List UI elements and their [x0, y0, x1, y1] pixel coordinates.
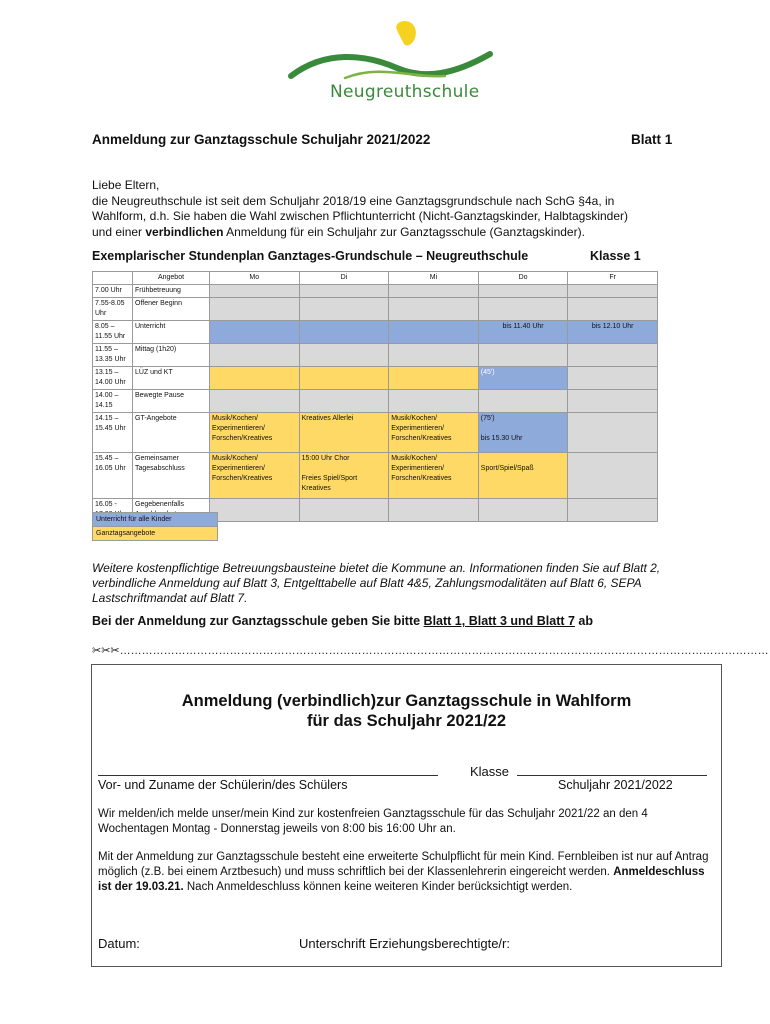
letter-line-3	[92, 225, 692, 241]
header-cell: Do	[478, 272, 568, 285]
cell-fr: bis 12.10 Uhr	[568, 321, 658, 344]
deadline-text: Anmeldeschluss ist der 19.03.21.	[98, 866, 705, 893]
offer-cell: Bewegte Pause	[133, 390, 210, 413]
letter-line-3-bold: verbindlichen	[145, 224, 224, 239]
cell-do-until: bis 15.30 Uhr	[480, 435, 523, 442]
schedule-legend	[92, 512, 218, 541]
schedule-table	[92, 271, 658, 522]
registration-form	[91, 664, 722, 967]
legend-unterricht: Unterricht für alle Kinder	[92, 512, 218, 527]
scissors-cut-line: ✂✂✂……………………………………………………………………………………………………………………………………………………………	[92, 645, 769, 657]
letter-line-3-b: Anmeldung für ein Schuljahr zur Ganztagsschule (Ganztagskinder).	[223, 224, 585, 239]
form-title	[92, 691, 721, 731]
time-cell: 7.00 Uhr	[93, 285, 133, 298]
sheet-number: Blatt 1	[631, 132, 673, 147]
legend-ganztag: Ganztagsangebote	[92, 527, 218, 541]
cell-di	[299, 453, 389, 499]
logo-text: Neugreuthschule	[330, 82, 480, 102]
table-header-row	[93, 272, 658, 285]
cell-mo: Musik/Kochen/ Experimentieren/ Forschen/Kreatives	[210, 453, 300, 499]
schedule-class: Klasse 1	[590, 249, 641, 263]
table-row	[93, 321, 658, 344]
offer-cell: GT-Angebote	[133, 413, 210, 453]
school-year-label: Schuljahr 2021/2022	[558, 778, 673, 792]
form-paragraph-2	[98, 850, 713, 895]
submit-instruction	[92, 614, 593, 628]
schedule-heading: Exemplarischer Stundenplan Ganztages-Grundschule – Neugreuthschule	[92, 249, 529, 263]
header-cell	[93, 272, 133, 285]
offer-cell: Unterricht	[133, 321, 210, 344]
offer-cell: Frühbetreuung	[133, 285, 210, 298]
cell-di-choir: 15:00 Uhr Chor	[301, 455, 350, 462]
table-row	[93, 285, 658, 298]
time-cell: 8.05 – 11.55 Uhr	[93, 321, 133, 344]
submit-sheets: Blatt 1, Blatt 3 und Blatt 7	[423, 614, 575, 628]
form-paragraph-1: Wir melden/ich melde unser/mein Kind zur kostenfreien Ganztagsschule für das Schuljahr 2021/22 an den 4 Wochentagen Montag - Donnerstag jeweils von 8:00 bis 16:00 Uhr an.	[98, 808, 648, 835]
header-cell: Mi	[389, 272, 479, 285]
student-name-field[interactable]	[98, 775, 438, 776]
cell-do: bis 11.40 Uhr	[478, 321, 568, 344]
form-title-line-2: für das Schuljahr 2021/22	[306, 712, 506, 730]
cell-do-duration: (75')	[480, 415, 495, 422]
header-cell: Fr	[568, 272, 658, 285]
cell-do-sport: Sport/Spiel/Spaß	[480, 465, 534, 472]
time-cell: 14.15 – 15.45 Uhr	[93, 413, 133, 453]
klasse-label: Klasse	[470, 764, 510, 779]
time-cell: 16.05 -	[93, 499, 133, 522]
offer-cell: Gegebenenfalls	[133, 499, 210, 522]
submit-suffix: ab	[574, 614, 594, 628]
date-label: Datum:	[98, 936, 140, 951]
info-paragraph: Weitere kostenpflichtige Betreuungsbausteine bietet die Kommune an. Informationen finden Sie auf Blatt 2, verbindliche Anmeldung auf Blatt 3, Entgelttabelle auf Blatt 4&5, Zahlungsmodalitäten auf Blatt 6, SEPA Lastschriftmandat auf Blatt 7.	[92, 561, 661, 605]
greeting: Liebe Eltern,	[92, 178, 160, 192]
table-row	[93, 367, 658, 390]
form-paragraph-2-b: Nach Anmeldeschluss können keine weiteren Kinder berücksichtigt werden.	[183, 881, 573, 893]
table-row	[93, 298, 658, 321]
header-cell: Di	[299, 272, 389, 285]
cell-do: (45')	[478, 367, 568, 390]
table-row	[93, 413, 658, 453]
letter-line-2: Wahlform, d.h. Sie haben die Wahl zwischen Pflichtunterricht (Nicht-Ganztagskinder, Halbtagskinder)	[92, 209, 629, 223]
letter-line-1: die Neugreuthschule ist seit dem Schuljahr 2018/19 eine Ganztagsgrundschule nach SchG §4a, in	[92, 193, 615, 208]
table-row	[93, 390, 658, 413]
intro-letter	[92, 178, 692, 240]
time-cell: 13.15 – 14.00 Uhr	[93, 367, 133, 390]
offer-cell: Gemeinsamer Tagesabschluss	[133, 453, 210, 499]
cell-mi: Musik/Kochen/ Experimentieren/ Forschen/Kreatives	[389, 453, 479, 499]
time-cell: 15.45 – 16.05 Uhr	[93, 453, 133, 499]
signature-label: Unterschrift Erziehungsberechtigte/r:	[299, 936, 510, 951]
logo-hills-icon	[285, 20, 500, 90]
time-cell: 11.55 – 13.35 Uhr	[93, 344, 133, 367]
header-cell: Angebot	[133, 272, 210, 285]
student-name-label: Vor- und Zuname der Schülerin/des Schülers	[98, 778, 348, 792]
table-row	[93, 453, 658, 499]
school-logo	[285, 20, 500, 110]
cell-di: Kreatives Allerlei	[299, 413, 389, 453]
cell-mo: Musik/Kochen/ Experimentieren/ Forschen/Kreatives	[210, 413, 300, 453]
offer-cell: Mittag (1h20)	[133, 344, 210, 367]
form-paragraph-2-a: Mit der Anmeldung zur Ganztagsschule besteht eine erweiterte Schulpflicht für mein Kind. Fernbleiben ist nur auf Antrag möglich (z.B. bei einem Arztbesuch) und muss schriftlich bei der Klassenlehrerin eingereicht werden.	[98, 851, 709, 878]
offer-cell: Offener Beginn	[133, 298, 210, 321]
klasse-field[interactable]	[517, 775, 707, 776]
letter-line-3-a: und einer	[92, 224, 146, 239]
submit-prefix: Bei der Anmeldung zur Ganztagsschule geben Sie bitte	[92, 614, 424, 628]
cell-do	[478, 453, 568, 499]
cell-di-play: Freies Spiel/Sport Kreatives	[301, 475, 358, 492]
time-cell: 14.00 – 14.15	[93, 390, 133, 413]
header-cell: Mo	[210, 272, 300, 285]
cell-mi: Musik/Kochen/ Experimentieren/ Forschen/Kreatives	[389, 413, 479, 453]
page-title: Anmeldung zur Ganztagsschule Schuljahr 2021/2022	[92, 132, 431, 147]
form-title-line-1: Anmeldung (verbindlich)zur Ganztagsschule in Wahlform	[181, 692, 632, 710]
time-cell: 7.55-8.05 Uhr	[93, 298, 133, 321]
table-row	[93, 344, 658, 367]
offer-cell: LÜZ und KT	[133, 367, 210, 390]
cell-do	[478, 413, 568, 453]
